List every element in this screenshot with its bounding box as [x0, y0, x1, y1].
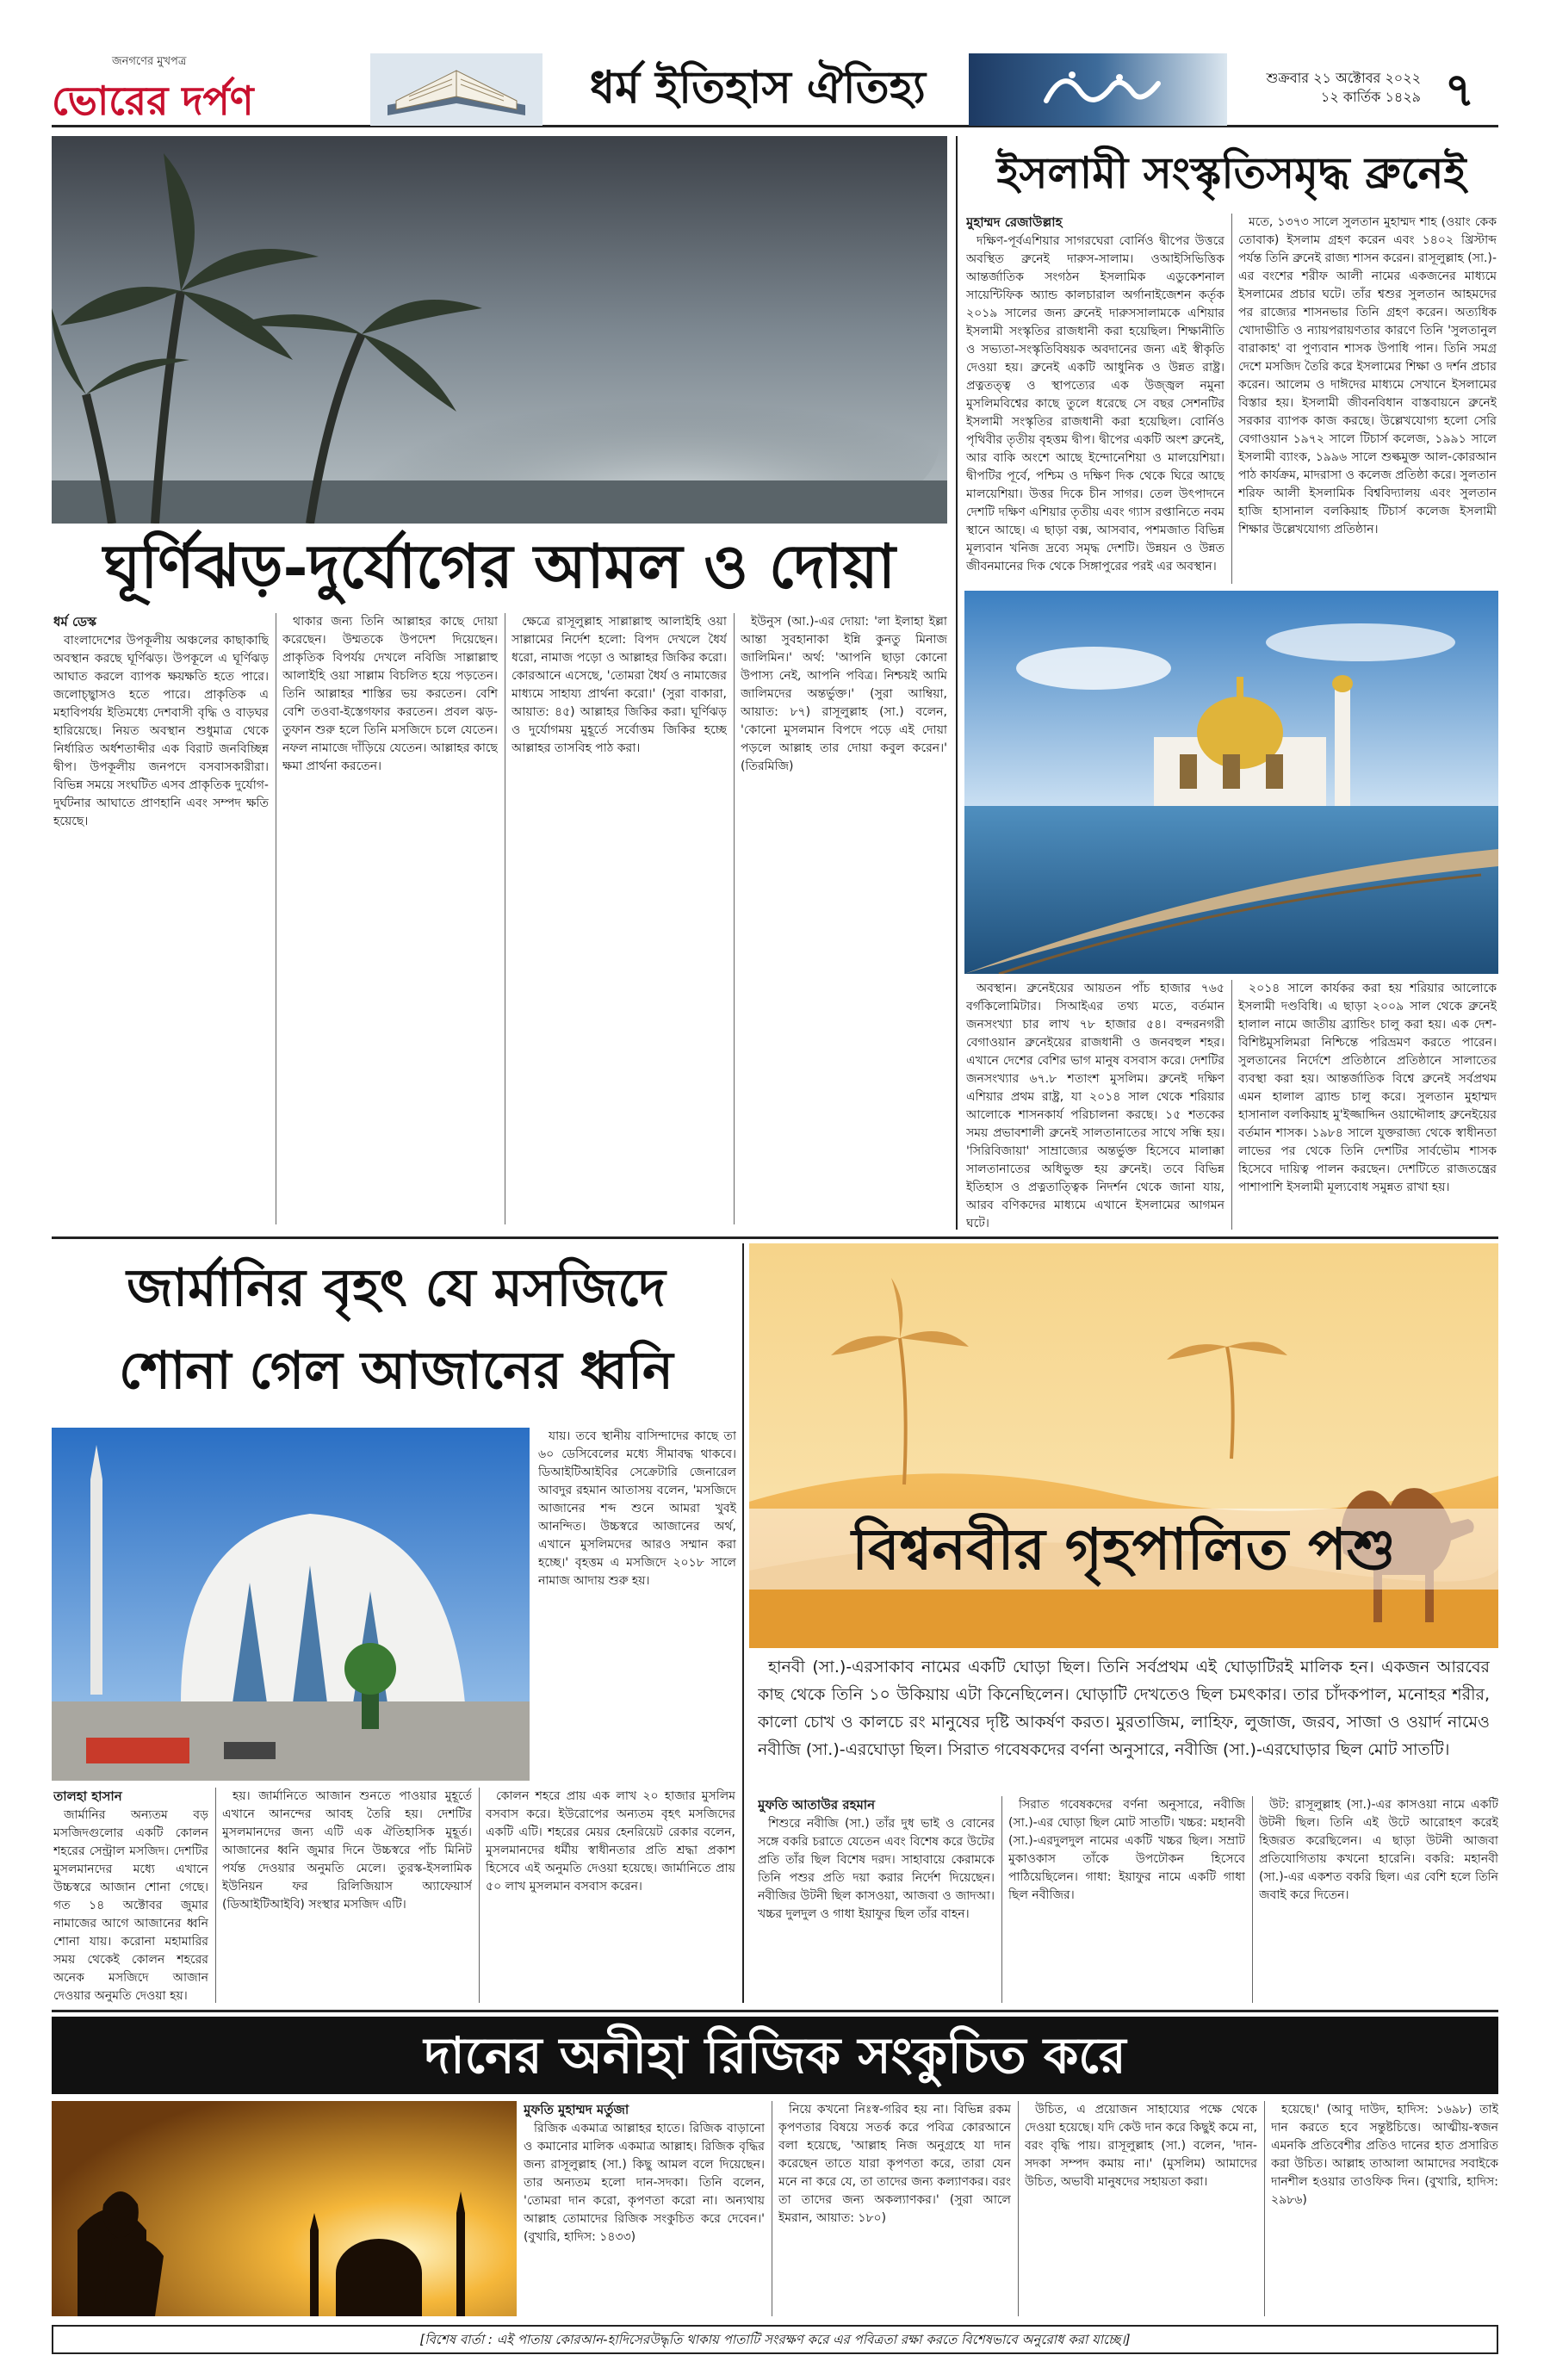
cyclone-column-1	[53, 613, 269, 1224]
column-divider	[1001, 1796, 1002, 2003]
column-divider	[215, 1788, 216, 2003]
column-divider	[1231, 980, 1232, 1230]
brunei-mosque-photo	[964, 591, 1498, 974]
charity-headline: দানের অনীহা রিজিক সংকুচিত করে	[52, 2017, 1498, 2094]
section-title: ধর্ম ইতিহাস ঐতিহ্য	[590, 60, 926, 114]
brunei-column-2	[1238, 214, 1497, 584]
section-divider	[742, 1243, 744, 2003]
logo-tagline: জনগণের মুখপত্র	[112, 55, 187, 68]
charity-col4-text: হয়েছে।' (আবু দাউদ, হাদিস: ১৬৯৮) তাই দান করতে হবে সন্তুষ্টচিত্তে। আত্মীয়-স্বজন এমনকি প্রতিবেশীর প্রতিও দানের হাত প্রসারিত করা উচিত। আল্লাহ তাআলা আমাদের সবাইকে দানশীল হওয়ার তাওফিক দিন। (বুখারি, হাদিস: ২৯৮৬)	[1271, 2103, 1498, 2207]
column-divider	[1018, 2101, 1019, 2316]
cyclone-col3-text: ক্ষেত্রে রাসূলুল্লাহ সাল্লাল্লাহু আলাইহি ওয়া সাল্লামের নির্দেশ হলো: বিপদ দেখলে ধৈর্য ধরো, নামাজ পড়ো ও আল্লাহর জিকির করো। কোরআনে এসেছে, 'তোমরা ধৈর্য ও নামাজের মাধ্যমে সাহায্য প্রার্থনা করো।' (সুরা বাকারা, আয়াত: ৪৫) আল্লাহর জিকির করা। ঘূর্ণিঝড় ও দুর্যোগময় মুহূর্তে সর্বোত্তম জিকির হচ্ছে আল্লাহর তাসবিহ পাঠ করা।	[512, 615, 727, 755]
cyclone-headline: ঘূর্ণিঝড়-দুর্যোগের আমল ও দোয়া	[103, 530, 896, 602]
page-number: ৭	[1444, 62, 1475, 117]
germany-col4-text: কোলন শহরে প্রায় এক লাখ ২০ হাজার মুসলিম বসবাস করে। ইউরোপের অন্যতম বৃহৎ মসজিদের একটি এটি। শহরের মেয়র হেনরিয়েট রেকার বলেন, মুসলমানদের ধর্মীয় স্বাধীনতার প্রতি শ্রদ্ধা প্রকাশ হিসেবে এই অনুমতি দেওয়া হয়েছে। জার্মানিতে প্রায় ৫০ লাখ মুসলমান বসবাস করেন।	[486, 1789, 735, 1893]
cyclone-column-2	[282, 613, 498, 1224]
animals-intro	[758, 1653, 1490, 1791]
cyclone-col4-text: ইউনুস (আ.)-এর দোয়া: 'লা ইলাহা ইল্লা আন্তা সুবহানাকা ইন্নি কুনতু মিনাজ জালিমিন।' অর্থ: 'আপনি ছাড়া কোনো উপাস্য নেই, আপনি পবিত্র। নিশ্চয়ই আমি জালিমদের অন্তর্ভুক্ত।' (সুরা আম্বিয়া, আয়াত: ৮৭) রাসূলুল্লাহ (সা.) বলেন, 'কোনো মুসলমান বিপদে পড়ে এই দোয়া পড়লে আল্লাহ তার দোয়া কবুল করেন।' (তিরমিজি)	[741, 615, 947, 773]
animals-column-3	[1259, 1796, 1498, 2003]
charity-col2-text: নিয়ে কখনো নিঃস্ব-গরিব হয় না। বিভিন্ন রকম কৃপণতার বিষয়ে সতর্ক করে পবিত্র কোরআনে বলা হয়েছে, 'আল্লাহ নিজ অনুগ্রহে যা দান করেছেন তাতে যারা কৃপণতা করে, তারা যেন মনে না করে যে, তা তাদের জন্য কল্যাণকর। বরং তা তাদের জন্য অকল্যাণকর।' (সুরা আলে ইমরান, আয়াত: ১৮০)	[778, 2103, 1011, 2225]
animals-col2-text: সিরাত গবেষকদের বর্ণনা অনুসারে, নবীজি (সা.)-এর ঘোড়া ছিল মোট সাতটি। খচ্চর: মহানবী (সা.)-এরদুলদুল নামের একটি খচ্চর ছিল। সম্রাট মুকাওকাস তাঁকে উপঢৌকন হিসেবে পাঠিয়েছিলেন। গাধা: ইয়াফুর নামে একটি গাধা ছিল নবীজির।	[1008, 1798, 1245, 1902]
date-bengali: ১২ কার্তিক ১৪২৯	[1320, 89, 1421, 105]
animals-column-2	[1008, 1796, 1245, 2003]
cyclone-col1-text: বাংলাদেশের উপকূলীয় অঞ্চলের কাছাকাছি অবস্থান করছে ঘূর্ণিঝড়। উপকূলে এ ঘূর্ণিঝড় আঘাত করলে ব্যাপক ক্ষয়ক্ষতি হতে পারে। জলোচ্ছ্বাসও হতে পারে। প্রাকৃতিক এ মহাবিপর্যয় ইতিমধ্যে দেশবাসী বৃদ্ধি ও বাড়ঘর হারিয়েছে। নিয়ত অবস্থান শুধুমাত্র থেকে নির্ধারিত অর্ধশতাব্দীর এক বিরাট জনবিচ্ছিন্ন দ্বীপ। উপকূলীয় জনপদে বসবাসকারীরা। বিভিন্ন সময়ে সংঘটিত এসব প্রাকৃতিক দুর্যোগ-দুর্ঘটনার আঘাতে প্রাণহানি এবং সম্পদ ক্ষতি হয়েছে।	[53, 634, 269, 828]
brunei-col4-text: ২০১৪ সালে কার্যকর করা হয় শরিয়ার আলোকে ইসলামী দণ্ডবিধি। এ ছাড়া ২০০৯ সাল থেকে ব্রুনেই হালাল নামে জাতীয় ব্র্যান্ডিং চালু করা হয়। এক দেশ-বিশিষ্টমুসলিমরা নিশ্চিন্তে পরিভ্রমণ করতে পারেন। সুলতানের নির্দেশে প্রতিষ্ঠানে প্রতিষ্ঠানে সালাতের ব্যবস্থা করা হয়। আন্তর্জাতিক বিশ্বে ব্রুনেই সর্বপ্রথম এমন হালাল ব্র্যান্ড চালু করে। সুলতান মুহাম্মদ হাসানাল বলকিয়াহ মু'ইজ্জাদ্দিন ওয়াদ্দৌলাহ ব্রুনেইয়ের বর্তমান শাসক। ১৯৮৪ সালে যুক্তরাজ্য থেকে স্বাধীনতা লাভের পর থেকে তিনি দেশটির সার্বভৌম শাসক হিসেবে দায়িত্ব পালন করছেন। দেশটিতে রাজতন্ত্রের পাশাপাশি ইসলামী মূল্যবোধ সমুন্নত রাখা হয়।	[1238, 982, 1497, 1194]
prayer-silhouette-photo	[52, 2101, 517, 2316]
column-divider	[734, 613, 735, 1224]
brunei-col2-text: মতে, ১৩৭৩ সালে সুলতান মুহাম্মদ শাহ (ওয়াং কেক তোবাক) ইসলাম গ্রহণ করেন এবং ১৪০২ খ্রিস্টাব্দ পর্যন্ত তিনি ব্রুনেই রাজ্য শাসন করেন। রাসূলুল্লাহ (সা.)-এর বংশের শরীফ আলী নামের একজনের মাধ্যমে ইসলামের প্রচার ঘটে। তাঁর শ্বশুর সুলতান আহমদের পর রাজ্যের শাসনভার তিনি গ্রহণ করেন। অত্যধিক খোদাভীতি ও ন্যায়পরায়ণতার কারণে তিনি 'সুলতানুল বারাকাহ' বা পুণ্যবান শাসক উপাধি পান। তিনি সমগ্র দেশে মসজিদ তৈরি করে ইসলামের শিক্ষা ও দর্শন প্রচার করেন। আলেম ও দাঈদের মাধ্যমে সেখানে ইসলামের বিস্তার হয়। ইসলামী জীবনবিধান বাস্তবায়নে ব্রুনেই সরকার ব্যাপক কাজ করছে। উল্লেখযোগ্য হলো সেরি বেগাওয়ান ১৯৭২ সালে টিচার্স কলেজ, ১৯৯১ সালে ইসলামী ব্যাংক, ১৯৯৬ সালে শুল্কমুক্ত আল-কোরআন পাঠ কার্যক্রম, মাদরাসা ও কলেজ প্রতিষ্ঠা করে। সুলতান শরিফ আলী ইসলামিক বিশ্ববিদ্যালয় এবং সুলতান হাজি হাসানাল বলকিয়াহ টিচার্স কলেজ ইসলামী শিক্ষার উল্লেখযোগ্য প্রতিষ্ঠান।	[1238, 215, 1497, 536]
animals-col1-text: শিশুরে নবীজি (সা.) তাঁর দুধ ভাই ও বোনের সঙ্গে বকরি চরাতে যেতেন এবং বিশেষ করে উটের প্রতি তাঁর ছিল বিশেষ দরদ। সাহাবায়ে কেরামকে তিনি পশুর প্রতি দয়া করার নির্দেশ দিয়েছেন। নবীজির উটনী ছিল কাসওয়া, আজবা ও জাদআ। খচ্চর দুলদুল ও গাধা ইয়াফুর ছিল তাঁর বাহন।	[758, 1817, 995, 1921]
animals-byline: মুফতি আতাউর রহমান	[758, 1797, 876, 1813]
charity-column-1	[524, 2101, 765, 2316]
section-rule	[52, 2010, 1498, 2012]
germany-col1-text: জার্মানির অন্যতম বড় মসজিদগুলোর একটি কোলন শহরের সেন্ট্রাল মসজিদ। দেশটির মুসলমানদের মধ্যে এখানে উচ্চস্বরে আজান শোনা গেছে। গত ১৪ অক্টোবর জুমার নামাজের আগে আজানের ধ্বনি শোনা যায়। করোনা মহামারির সময় থেকেই কোলন শহরের অনেক মসজিদে আজান দেওয়ার অনুমতি দেওয়া হয়।	[53, 1808, 208, 2003]
brunei-column-4	[1238, 980, 1497, 1230]
animals-column-1	[758, 1796, 995, 2003]
charity-byline: মুফতি মুহাম্মদ মর্তুজা	[524, 2102, 629, 2117]
charity-col1-text: রিজিক একমাত্র আল্লাহর হাতে। রিজিক বাড়ানো ও কমানোর মালিক একমাত্র আল্লাহ। রিজিক বৃদ্ধির জন্য রাসূলুল্লাহ (সা.) কিছু আমল বলে দিয়েছেন। তার অন্যতম হলো দান-সদকা। তিনি বলেন, 'তোমরা দান করো, কৃপণতা করো না। অন্যথায় আল্লাহ তোমাদের রিজিক সংকুচিত করে দেবেন।' (বুখারি, হাদিস: ১৪৩৩)	[524, 2122, 765, 2244]
newspaper-logo[interactable]	[52, 53, 310, 126]
animals-intro-text: হানবী (সা.)-এরসাকাব নামের একটি ঘোড়া ছিল। তিনি সর্বপ্রথম এই ঘোড়াটিরই মালিক হন। একজন আরবের কাছ থেকে তিনি ১০ উকিয়ায় এটা কিনেছিলেন। ঘোড়াটি দেখতেও ছিল চমৎকার। তার চাঁদকপাল, মনোহর শরীর, কালো চোখ ও কালচে রং মানুষের দৃষ্টি আকর্ষণ করত। মুরতাজিম, লাহিফ, লুজাজ, জরব, সাজা ও ওয়ার্দ নামেও নবীজি (সা.)-এরঘোড়া ছিল। সিরাত গবেষকদের বর্ণনা অনুসারে, নবীজি (সা.)-এরঘোড়ার ছিল মোট সাতটি।	[758, 1658, 1490, 1759]
germany-column-1	[53, 1788, 208, 2003]
cologne-mosque-photo	[52, 1428, 530, 1781]
column-divider	[1252, 1796, 1253, 2003]
germany-column-3	[538, 1428, 736, 1781]
logo-brand: ভোরের দর্পণ	[52, 77, 254, 124]
germany-headline-line1: জার্মানির বৃহৎ যে মসজিদে	[127, 1258, 666, 1318]
charity-column-3	[1025, 2101, 1257, 2316]
brunei-column-1	[966, 214, 1224, 584]
charity-column-2	[778, 2101, 1011, 2316]
cyclone-col2-text: থাকার জন্য তিনি আল্লাহর কাছে দোয়া করেছেন। উম্মতকে উপদেশ দিয়েছেন। প্রাকৃতিক বিপর্যয় দেখলে নবিজি সাল্লাল্লাহু আলাইহি ওয়া সাল্লাম বিচলিত হয়ে পড়তেন। তিনি আল্লাহর শাস্তির ভয় করতেন। বেশি বেশি তওবা-ইস্তেগফার করতেন। প্রবল ঝড়-তুফান শুরু হলে তিনি মসজিদে চলে যেতেন। নফল নামাজে দাঁড়িয়ে যেতেন। আল্লাহর কাছে ক্ষমা প্রার্থনা করতেন।	[282, 615, 498, 773]
cyclone-byline: ধর্ম ডেস্ক	[53, 614, 96, 629]
brunei-byline: মুহাম্মদ রেজাউল্লাহ	[966, 214, 1063, 230]
section-rule	[52, 1236, 1498, 1239]
germany-column-2	[222, 1788, 472, 2003]
animals-headline: বিশ্বনবীর গৃহপালিত পশু	[749, 1509, 1498, 1590]
brunei-column-3	[966, 980, 1224, 1230]
footer-notice: [বিশেষ বার্তা : এই পাতায় কোরআন-হাদিসেরউদ্ধৃতি থাকায় পাতাটি সংরক্ষণ করে এর পবিত্রতা রক্ষা করতে বিশেষভাবে অনুরোধ করা যাচ্ছে।]	[52, 2325, 1498, 2354]
animals-col3-text: উট: রাসূলুল্লাহ (সা.)-এর কাসওয়া নামে একটি উটনী ছিল। তিনি এই উটে আরোহণ করেই হিজরত করেছিলেন। এ ছাড়া উটনী আজবা প্রতিযোগিতায় কখনো হারেনি। বকরি: মহানবী (সা.)-এর একশত বকরি ছিল। এর বেশি হলে তিনি জবাই করে দিতেন।	[1259, 1798, 1498, 1902]
open-book-icon	[370, 53, 542, 126]
date-gregorian: শুক্রবার ২১ অক্টোবর ২০২২	[1266, 70, 1421, 86]
charity-column-4	[1271, 2101, 1498, 2316]
section-divider	[956, 136, 958, 1230]
cyclone-column-4	[741, 613, 947, 1224]
brunei-col3-text: অবস্থান। ব্রুনেইয়ের আয়তন পাঁচ হাজার ৭৬৫ বর্গকিলোমিটার। সিআইএর তথ্য মতে, বর্তমান জনসংখ্যা চার লাখ ৭৮ হাজার ৫৪। বন্দরনগরী বেগাওয়ান ব্রুনেইয়ের রাজধানী ও জনবহুল শহর। এখানে দেশের বেশির ভাগ মানুষ বসবাস করে। দেশটির জনসংখ্যার ৬৭.৮ শতাংশ মুসলিম। ব্রুনেই দক্ষিণ এশিয়ার প্রথম রাষ্ট্র, যা ২০১৪ সাল থেকে শরিয়ার আলোকে শাসনকার্য পরিচালনা করছে। ১৫ শতকের সময় প্রভাবশালী ব্রুনেই সালতানাতের সাথে সন্ধি হয়। 'সিরিবিজায়া' সাম্রাজ্যের অন্তর্ভুক্ত হিসেবে মালাক্কা সালতানাতের অধিভুক্ত হয় ব্রুনেই। তবে বিভিন্ন ইতিহাস ও প্রত্নতাত্ত্বিক নিদর্শন থেকে জানা যায়, আরব বণিকদের মাধ্যমে এখানে ইসলামের আগমন ঘটে।	[966, 982, 1224, 1230]
muhammad-calligraphy-icon	[969, 53, 1227, 126]
germany-column-4	[486, 1788, 735, 2003]
germany-headline	[52, 1247, 741, 1419]
cyclone-photo	[52, 136, 947, 524]
cyclone-column-3	[512, 613, 727, 1224]
germany-byline: তালহা হাসান	[53, 1788, 122, 1804]
column-divider	[479, 1788, 480, 2003]
charity-col3-text: উচিত, এ প্রয়োজন সাহায্যের পক্ষে থেকে দেওয়া হয়েছে। যদি কেউ দান করে কিছুই কমে না, বরং বৃদ্ধি পায়। রাসূলুল্লাহ (সা.) বলেন, 'দান-সদকা সম্পদ কমায় না।' (মুসলিম) আমাদের উচিত, অভাবী মানুষদের সহায়তা করা।	[1025, 2103, 1257, 2189]
column-divider	[1264, 2101, 1265, 2316]
brunei-col1-text: দক্ষিণ-পূর্বএশিয়ার সাগরঘেরা বোর্নিও দ্বীপের উত্তরে অবস্থিত ব্রুনেই দারুস-সালাম। ওআইসিভিত্তিক আন্তর্জাতিক সংগঠন ইসলামিক এডুকেশনাল সায়েন্টিফিক অ্যান্ড কালচারাল অর্গানাইজেশন কর্তৃক ২০১৯ সালের জন্য ব্রুনেই দারুসসালামকে এশিয়ার ইসলামী সংস্কৃতির রাজধানী করা হয়েছিল। শিক্ষানীতি ও সভ্যতা-সংস্কৃতিবিষয়ক অবদানের জন্য এই স্বীকৃতি দেওয়া হয়। ব্রুনেই একটি আধুনিক ও উন্নত রাষ্ট্র। প্রত্নতত্ত্ব ও স্থাপত্যের এক উজ্জ্বল নমুনা মুসলিমবিশ্বের কাছে তুলে ধরেছে সে বছর সেশনটির ইসলামী সংস্কৃতির রাজধানী করা হয়েছিল। বোর্নিও পৃথিবীর তৃতীয় বৃহত্তম দ্বীপ। দ্বীপের একটি অংশ ব্রুনেই, আর বাকি অংশে আছে ইন্দোনেশিয়া ও মালয়েশিয়া। দ্বীপটির পূর্বে, পশ্চিম ও দক্ষিণ দিক থেকে ঘিরে আছে মালয়েশিয়া। উত্তর দিকে চীন সাগর। তেল উৎপাদনে দেশটি দক্ষিণ এশিয়ার তৃতীয় এবং গ্যাস রপ্তানিতে নবম স্থানে আছে। এ ছাড়া বক্স, আসবাব, পশমজাত বিভিন্ন মূল্যবান খনিজ দ্রব্যে সমৃদ্ধ দেশটি। উন্নয়ন ও উন্নত জীবনমানের দিক থেকে সিঙ্গাপুরের পরই এর অবস্থান।	[966, 234, 1224, 573]
brunei-headline: ইসলামী সংস্কৃতিসমৃদ্ধ ব্রুনেই	[996, 147, 1466, 198]
germany-col2-text: হয়। জার্মানিতে আজান শুনতে পাওয়ার মুহূর্তে এখানে আনন্দের আবহ তৈরি হয়। দেশটির মুসলমানদের জন্য এটি এক ঐতিহাসিক মুহূর্ত। আজানের ধ্বনি জুমার দিনে উচ্চস্বরে পাঁচ মিনিট পর্যন্ত দেওয়ার অনুমতি মেলে। তুরস্ক-ইসলামিক ইউনিয়ন ফর রিলিজিয়াস অ্যাফেয়ার্স (ডিআইটিআইবি) সংস্থার মসজিদ এটি।	[222, 1789, 472, 1912]
germany-col3-text: যায়। তবে স্থানীয় বাসিন্দাদের কাছে তা ৬০ ডেসিবেলের মধ্যে সীমাবদ্ধ থাকবে। ডিআইটিআইবির সেক্রেটারি জেনারেল আবদুর রহমান আতাসয় বলেন, 'মসজিদে আজানের শব্দ শুনে আমরা খুবই আনন্দিত। উচ্চস্বরে আজানের অর্থ, এখানে মুসলিমদের আরও সম্মান করা হচ্ছে।' বৃহত্তম এ মসজিদে ২০১৮ সালে নামাজ আদায় শুরু হয়।	[538, 1429, 736, 1588]
germany-headline-line2: শোনা গেল আজানের ধ্বনি	[119, 1341, 673, 1401]
column-divider	[1231, 214, 1232, 584]
issue-date	[1240, 69, 1421, 107]
